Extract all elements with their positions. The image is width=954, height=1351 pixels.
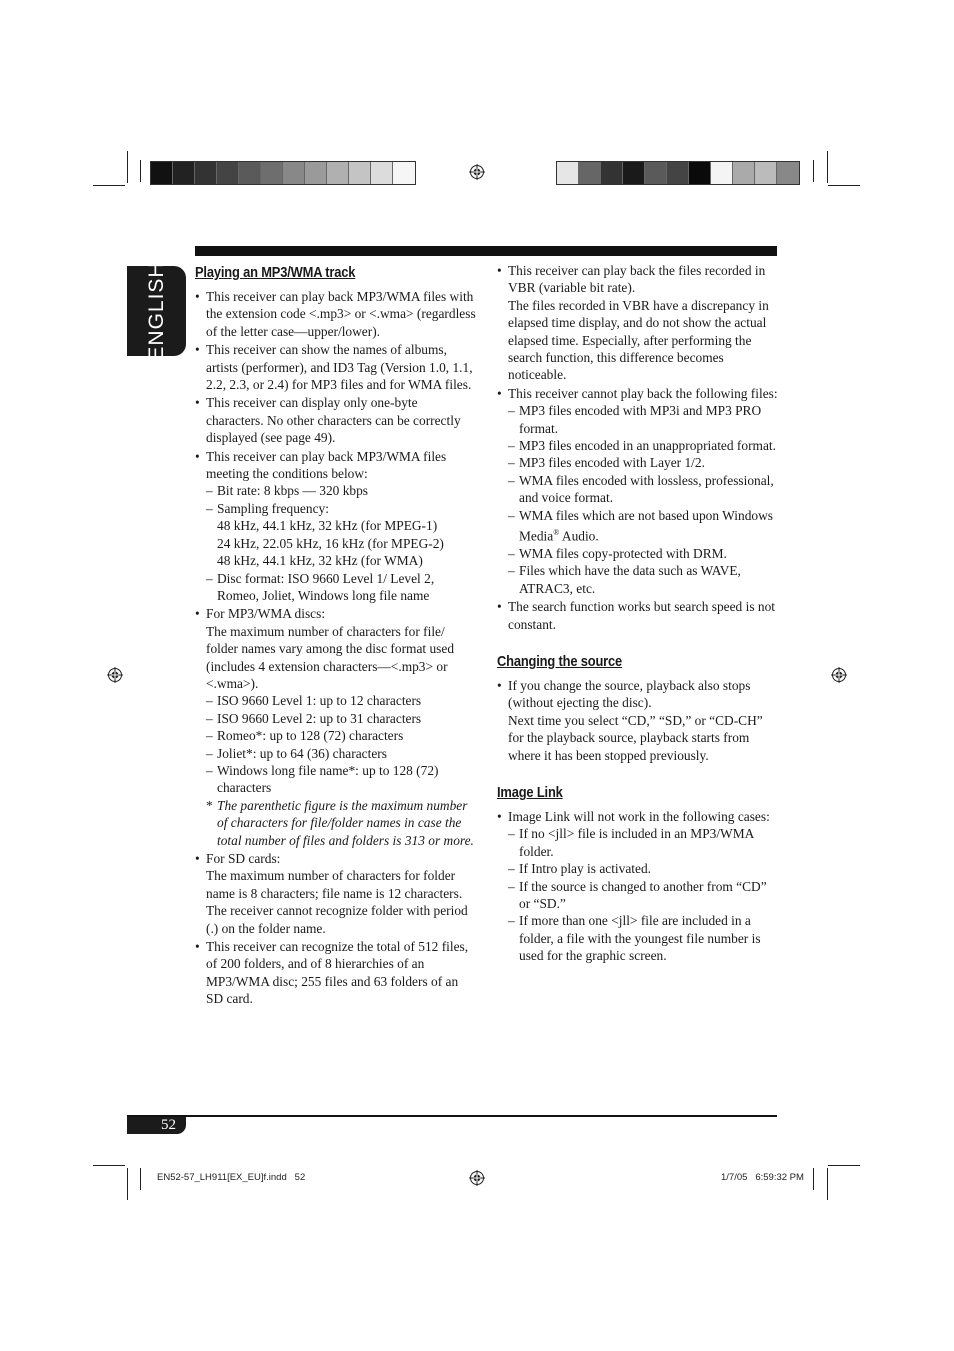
sub-item: – MP3 files encoded with MP3i and MP3 PRO format. [508,402,779,437]
sub-item-detail: 24 kHz, 22.05 kHz, 16 kHz (for MPEG-2) [217,535,444,551]
list-item: • This receiver can display only one-byte characters. No other characters can be correctly displayed (see page 49). [195,394,477,446]
color-swatch [195,162,217,184]
sub-item: – If more than one <jll> file are included in a folder, a file with the youngest file number is used for the graphic screen. [508,912,779,964]
color-swatch [601,162,623,184]
color-swatch [557,162,579,184]
crop-mark [828,185,860,186]
list-item: • For SD cards: The maximum number of characters for folder name is 8 characters; file name is 12 characters. The receiver cannot recognize folder with period (.) on the folder name. [195,850,477,937]
crop-mark [813,1168,814,1190]
page-number-badge [127,1117,186,1134]
color-swatch [755,162,777,184]
color-swatch [711,162,733,184]
color-swatch [579,162,601,184]
registration-mark-icon [469,1170,485,1186]
sub-item: – MP3 files encoded in an unappropriated format. [508,437,779,454]
sub-item: – Joliet*: up to 64 (36) characters [206,745,477,762]
print-file-info: EN52-57_LH911[EX_EU]f.indd 52 [157,1172,306,1183]
crop-mark [827,1168,828,1200]
color-swatch [777,162,799,184]
list-item: • This receiver can play back MP3/WMA files meeting the conditions below: – Bit rate: 8 kbps — 320 kbps – Sampling frequency: 48 kHz, 44.1 kHz, 32 kHz (for MPEG-1) 24 kHz, 22.05 kHz, 16 kHz (for MPEG-2) 48 kHz, 44.1 kHz, 32 kHz (for WMA) – Disc format: ISO 9660 Level 1/ Level 2, Romeo, Joliet, Windows long file name [195,448,477,605]
sub-item: – WMA files encoded with lossless, professional, and voice format. [508,472,779,507]
sub-item: – If Intro play is activated. [508,860,779,877]
sub-item: – Romeo*: up to 128 (72) characters [206,727,477,744]
language-side-tab [127,261,186,361]
color-calibration-bar-left [150,161,416,185]
registration-mark-icon [107,667,123,683]
color-swatch [349,162,371,184]
sub-item-detail: 48 kHz, 44.1 kHz, 32 kHz (for WMA) [217,553,423,569]
section-heading-image-link: Image Link [497,784,563,802]
section-heading-changing-source: Changing the source [497,653,623,670]
color-swatch [173,162,195,184]
color-swatch [283,162,305,184]
crop-mark [127,1168,128,1200]
print-date-info: 1/7/05 6:59:32 PM [721,1172,804,1183]
sub-item: – Files which have the data such as WAVE, ATRAC3, etc. [508,562,779,597]
section-heading-mp3-wma: Playing an MP3/WMA track [195,264,356,281]
list-item: • This receiver can play back the files recorded in VBR (variable bit rate). The files recorded in VBR have a discrepancy in elapsed time display, and do not show the actual elapsed time. Especially, after performing the search function, this difference becomes noticeable. [497,262,779,384]
crop-mark [140,1168,141,1190]
left-column [195,262,477,1009]
right-column [497,262,779,966]
registration-mark-icon [831,667,847,683]
mp3-wma-list [195,288,477,1008]
footer-rule [127,1115,777,1117]
list-item: • This receiver can play back MP3/WMA files with the extension code <.mp3> or <.wma> (regardless of the letter case—upper/lower). [195,288,477,340]
sub-item-detail: 48 kHz, 44.1 kHz, 32 kHz (for MPEG-1) [217,518,438,534]
crop-mark [93,185,125,186]
image-link-list [497,808,779,965]
sub-item: – WMA files copy-protected with DRM. [508,545,779,562]
sub-item: – WMA files which are not based upon Windows Media® Audio. [508,507,779,545]
sub-item: – Bit rate: 8 kbps — 320 kbps [206,482,477,499]
list-item: • The search function works but search speed is not constant. [497,598,779,633]
color-swatch [217,162,239,184]
sub-item: – Disc format: ISO 9660 Level 1/ Level 2, Romeo, Joliet, Windows long file name [206,570,477,605]
crop-mark [827,151,828,183]
color-swatch [371,162,393,184]
list-item: • If you change the source, playback also stops (without ejecting the disc). Next time you select “CD,” “SD,” or “CD-CH” for the playback source, playback starts from where it has been stopped previously. [497,677,779,764]
color-swatch [667,162,689,184]
color-swatch [305,162,327,184]
footnote: * The parenthetic figure is the maximum number of characters for file/folder names in case the total number of files and folders is 313 or more. [206,797,474,848]
list-item: • For MP3/WMA discs: The maximum number of characters for file/ folder names vary among the disc format used (includes 4 extension characters—<.mp3> or <.wma>). – ISO 9660 Level 1: up to 12 characters – ISO 9660 Level 2: up to 31 characters – Romeo*: up to 128 (72) characters – Joliet*: up to 64 (36) characters – Windows long file name*: up to 128 (72) characters * The parenthetic figure is the maximum number of characters for file/folder names in case the total number of files and folders is 313 or more. [195,605,477,849]
sub-item: – Windows long file name*: up to 128 (72) characters [206,762,477,797]
color-calibration-bar-right [556,161,800,185]
color-swatch [645,162,667,184]
crop-mark [140,160,141,182]
list-item: • This receiver can show the names of albums, artists (performer), and ID3 Tag (Version 1.0, 1.1, 2.2, 2.3, or 2.4) for MP3 files and for WMA files. [195,341,477,393]
list-item: • Image Link will not work in the following cases: – If no <jll> file is included in an MP3/WMA folder. – If Intro play is activated. – If the source is changed to another from “CD” or “SD.” – If more than one <jll> file are included in a folder, a file with the youngest file number is used for the graphic screen. [497,808,779,965]
mp3-wma-list-continued [497,262,779,633]
header-rule [195,246,777,256]
color-swatch [393,162,415,184]
sub-item: – ISO 9660 Level 1: up to 12 characters [206,692,477,709]
list-item: • This receiver cannot play back the following files: – MP3 files encoded with MP3i and MP3 PRO format. – MP3 files encoded in an unappropriated format. – MP3 files encoded with Layer 1/2. – WMA files encoded with lossless, professional, and voice format. – WMA files which are not based upon Windows Media® Audio. – WMA files copy-protected with DRM. – Files which have the data such as WAVE, ATRAC3, etc. [497,385,779,597]
changing-source-list [497,677,779,764]
color-swatch [733,162,755,184]
sub-item: – Sampling frequency: [206,500,477,517]
crop-mark [813,160,814,182]
color-swatch [239,162,261,184]
sub-item: – MP3 files encoded with Layer 1/2. [508,454,779,471]
sub-item: – If no <jll> file is included in an MP3/WMA folder. [508,825,779,860]
sub-item: – If the source is changed to another from “CD” or “SD.” [508,878,779,913]
crop-mark [93,1165,125,1166]
page-number: 52 [161,1117,176,1133]
color-swatch [327,162,349,184]
color-swatch [261,162,283,184]
color-swatch [689,162,711,184]
list-item: • This receiver can recognize the total of 512 files, of 200 folders, and of 8 hierarchies of an MP3/WMA disc; 255 files and 63 folders of an SD card. [195,938,477,1008]
crop-mark [828,1165,860,1166]
color-swatch [151,162,173,184]
color-swatch [623,162,645,184]
sub-item: – ISO 9660 Level 2: up to 31 characters [206,710,477,727]
registration-mark-icon [469,164,485,180]
language-label: ENGLISH [144,261,168,361]
crop-mark [127,151,128,183]
